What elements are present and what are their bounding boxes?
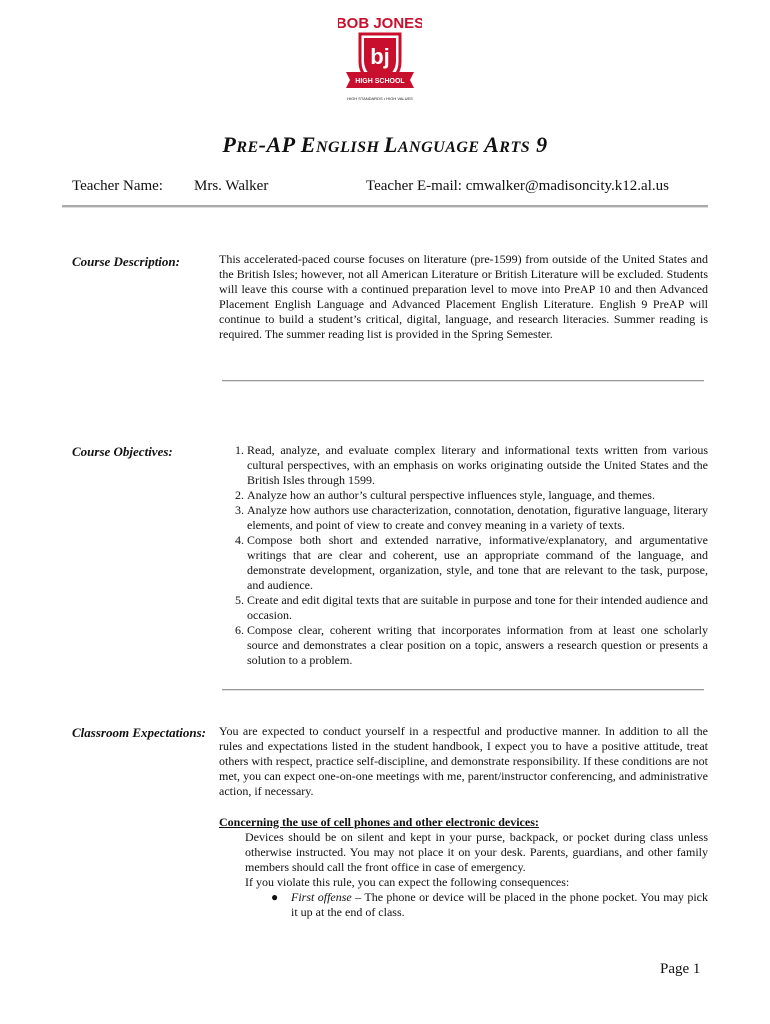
- classroom-expectations-label: Classroom Expectations:: [72, 725, 206, 740]
- section-divider: [222, 380, 704, 382]
- title-part: L: [383, 132, 398, 157]
- bullet-icon: ●: [271, 890, 279, 904]
- course-objectives-list: [219, 443, 708, 668]
- page-number: Page 1: [660, 961, 701, 977]
- list-item: 1. Read, analyze, and evaluate complex literary and informational texts written from various cultural perspectives, with an emphasis on works originating outside the United States and the British Isles through 1599.: [247, 443, 708, 488]
- title-part: RTS: [499, 139, 531, 156]
- header-divider: [62, 205, 708, 208]
- classroom-expectations-text: You are expected to conduct yourself in a respectful and productive manner. In addition to all the rules and expectations listed in the student handbook, I expect you to have a positive attitude, treat others with respect, practice self-discipline, and demonstrate responsibility. If these conditions are not met, you can expect one-on-one meetings with me, parent/instructor conferencing, and administrative action, if necessary.: [219, 724, 708, 798]
- list-item: 3. Analyze how authors use characterization, connotation, denotation, figurative language, literary elements, and point of view to create and convey meaning in a variety of texts.: [247, 503, 708, 533]
- logo-banner: HIGH SCHOOL: [355, 78, 405, 85]
- title-part: P: [222, 132, 237, 157]
- page-title: [0, 132, 770, 158]
- logo-school-top: BOB JONES: [338, 15, 422, 32]
- logo-tagline: HIGH STANDARDS • HIGH VALUES: [347, 96, 413, 101]
- title-part: 9: [530, 132, 548, 157]
- list-item: 2. Analyze how an author’s cultural perspective influences style, language, and themes.: [247, 488, 708, 503]
- consequences-intro: If you violate this rule, you can expect the following consequences:: [245, 875, 570, 889]
- course-description-text: This accelerated-paced course focuses on literature (pre-1599) from outside of the United States and the British Isles; however, not all American Literature or British Literature will be excluded. Students will leave this course with a continued preparation level to move into PreAP 10 and then Advanced Placement English Language and Advanced Placement English Literature. English 9 PreAP will continue to build a student’s critical, digital, language, and research literacies. Summer reading is required. The summer reading list is provided in the Spring Semester.: [219, 252, 708, 341]
- teacher-name: Mrs. Walker: [194, 178, 269, 194]
- classroom-expectations-section: [219, 724, 708, 920]
- teacher-email-row: [366, 178, 669, 195]
- list-item: 6. Compose clear, coherent writing that incorporates information from at least one scholarly source and demonstrates a clear position on a topic, answers a research question or presents a solution to a problem.: [247, 623, 708, 668]
- list-item: 4. Compose both short and extended narrative, informative/explanatory, and argumentative writings that are clear and coherent, use an appropriate command of the language, and demonstrate development, organization, style, and tone that are relevant to the task, purpose, and audience.: [247, 533, 708, 593]
- list-item: 5. Create and edit digital texts that are suitable in purpose and tone for their intended audience and occasion.: [247, 593, 708, 623]
- course-objectives-list-wrap: [219, 443, 708, 668]
- school-logo: [338, 12, 422, 104]
- title-part: RE: [236, 139, 259, 156]
- section-divider: [222, 689, 704, 691]
- title-part: NGLISH: [315, 139, 384, 156]
- consequence-text: – The phone or device will be placed in the phone pocket. You may pick it up at the end of class.: [291, 890, 709, 919]
- consequence-term: First offense: [291, 890, 352, 904]
- course-description-label: Course Description:: [72, 254, 180, 269]
- title-part: A: [484, 132, 500, 157]
- devices-heading: Concerning the use of cell phones and other electronic devices:: [219, 815, 539, 829]
- teacher-email-label: Teacher E-mail:: [366, 178, 462, 194]
- teacher-name-label: Teacher Name:: [72, 178, 163, 194]
- title-part: ANGUAGE: [397, 139, 485, 156]
- logo-initials: bj: [370, 44, 390, 69]
- school-crest-icon: [338, 12, 422, 104]
- devices-text: Devices should be on silent and kept in your purse, backpack, or pocket during class unless otherwise instructed. You may not place it on your desk. Parents, guardians, and other family members should call the front office in case of emergency.: [245, 830, 708, 874]
- list-item: [271, 890, 709, 920]
- course-objectives-label: Course Objectives:: [72, 444, 173, 459]
- teacher-email: cmwalker@madisoncity.k12.al.us: [465, 178, 669, 194]
- consequences-list: [219, 890, 708, 920]
- title-part: -AP E: [258, 132, 316, 157]
